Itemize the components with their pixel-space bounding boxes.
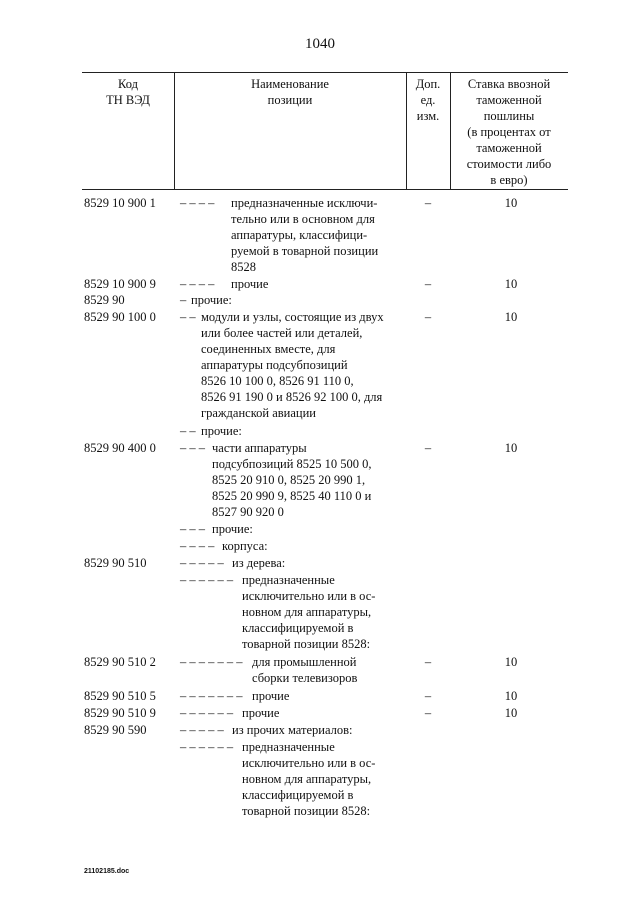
level-dashes: – – – – [180,277,215,291]
item-description: части аппаратуры подсубпозиций 8525 10 500 0, 8525 20 910 0, 8525 20 990 1, 8525 20 990 9, 8525 40 110 0 и 8527 90 920 0 [212,441,372,519]
unit-cell: – [424,689,432,703]
item-description: прочие: [201,424,242,438]
unit-cell: – [424,706,432,720]
item-description: предназначенные исключительно или в ос- новном для аппаратуры, классифицируемой в товарной позиции 8528: [242,740,376,818]
duty-rate: 10 [504,310,518,324]
level-dashes: – [180,293,187,307]
tariff-code: 8529 10 900 1 [84,196,156,210]
header-unit: Доп. ед. изм. [415,77,441,123]
item-description: прочие [231,277,269,291]
tariff-code: 8529 90 510 2 [84,655,156,669]
item-description: прочие: [212,522,253,536]
column-divider [174,72,175,189]
tariff-code: 8529 10 900 9 [84,277,156,291]
item-description: из дерева: [232,556,286,570]
table-top-rule [82,72,568,73]
level-dashes: – – – – – – [180,740,234,754]
header-code: Код ТН ВЭД [106,77,150,107]
duty-rate: 10 [504,689,518,703]
tariff-code: 8529 90 590 [84,723,147,737]
tariff-code: 8529 90 510 [84,556,147,570]
item-description: предназначенные исключи- тельно или в основном для аппаратуры, классифици- руемой в товарной позиции 8528 [231,196,379,274]
tariff-code: 8529 90 100 0 [84,310,156,324]
table-header-rule [82,189,568,190]
item-description: корпуса: [222,539,268,553]
tariff-code: 8529 90 510 5 [84,689,156,703]
duty-rate: 10 [504,441,518,455]
unit-cell: – [424,277,432,291]
duty-rate: 10 [504,277,518,291]
item-description: предназначенные исключительно или в ос- новном для аппаратуры, классифицируемой в товарной позиции 8528: [242,573,376,651]
header-name: Наименование позиции [251,77,329,107]
level-dashes: – – – – – – – [180,655,243,669]
tariff-code: 8529 90 [84,293,125,307]
tariff-code: 8529 90 510 9 [84,706,156,720]
unit-cell: – [424,310,432,324]
level-dashes: – – – – [180,539,215,553]
level-dashes: – – – – – – – [180,689,243,703]
level-dashes: – – [180,424,196,438]
unit-cell: – [424,441,432,455]
level-dashes: – – – – [180,196,215,210]
level-dashes: – – [180,310,196,324]
level-dashes: – – – – – [180,556,224,570]
level-dashes: – – – – – – [180,573,234,587]
unit-cell: – [424,655,432,669]
item-description: модули и узлы, состоящие из двух или более частей или деталей, соединенных вместе, для аппаратуры подсубпозиций 8526 10 100 0, 8526 91 110 0, 8526 91 190 0 и 8526 92 100 0, для гражданской авиации [201,310,384,420]
tariff-code: 8529 90 400 0 [84,441,156,455]
page-number: 1040 [305,36,335,52]
document-filename: 21102185.doc [84,868,130,875]
level-dashes: – – – – – [180,723,224,737]
item-description: из прочих материалов: [232,723,353,737]
item-description: для промышленной сборки телевизоров [252,655,358,685]
item-description: прочие [252,689,290,703]
duty-rate: 10 [504,196,518,210]
unit-cell: – [424,196,432,210]
level-dashes: – – – [180,441,205,455]
level-dashes: – – – [180,522,205,536]
item-description: прочие: [191,293,232,307]
header-rate: Ставка ввозной таможенной пошлины (в процентах от таможенной стоимости либо в евро) [466,77,552,187]
item-description: прочие [242,706,280,720]
level-dashes: – – – – – – [180,706,234,720]
duty-rate: 10 [504,655,518,669]
duty-rate: 10 [504,706,518,720]
